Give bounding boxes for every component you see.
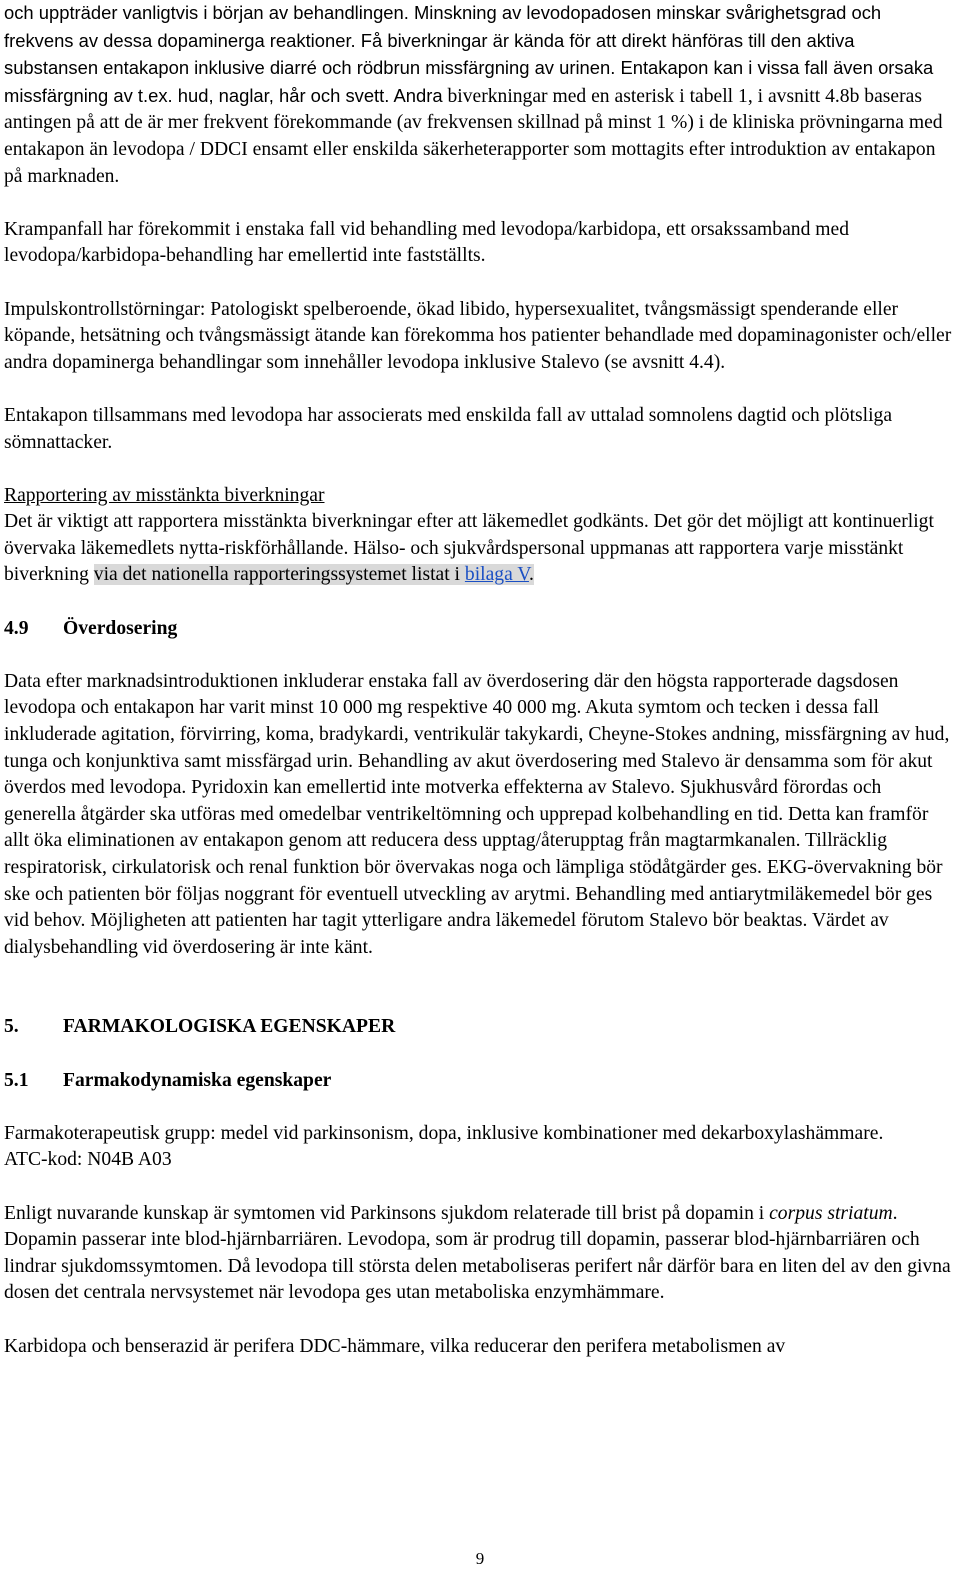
kramp-paragraph: Krampanfall har förekommit i enstaka fall vid behandling med levodopa/karbidopa, ett orsakssamband med levodopa/karbidopa-behandling har emellertid inte fastställts. <box>4 218 849 267</box>
document-page <box>4 0 952 1360</box>
reporting-text: Det är viktigt att rapportera misstänkta biverkningar efter att läkemedlet godkänts. Det gör det möjligt att kontinuerligt övervaka läkemedlets nytta-riskförhållande. Hälso- och sjukvårdspersonal uppmanas att rapportera varje misstänkt biverkning <box>4 511 934 586</box>
reporting-end: . <box>528 564 534 586</box>
atc-line: ATC-kod: N04B A03 <box>4 1149 172 1171</box>
group-line: Farmakoterapeutisk grupp: medel vid parkinsonism, dopa, inklusive kombinationer med dekarboxylashämmare. <box>4 1122 884 1144</box>
mechanism-text-after: . Dopamin passerar inte blod-hjärnbarriären. Levodopa, som är prodrug till dopamin, passerar blod-hjärnbarriären och lindrar sjukdomssymtomen. Då levodopa till största delen metaboliseras perifert når därför bara en liten del av den givna dosen det centrala nervsystemet när levodopa ges utan metaboliska enzymhämmare. <box>4 1202 951 1304</box>
section-5-heading <box>4 1014 952 1041</box>
section-4-9-number: 4.9 <box>4 617 29 639</box>
intro-sans-text: och uppträder vanligtvis i början av behandlingen. Minskning av levodopadosen minskar svårighetsgrad och frekvens av dessa dopaminerga reaktioner. Få biverkningar är kända för att direkt hänföras till den aktiva substansen entakapon inklusive diarré och rödbrun missfärgning av urinen. Entakapon kan i vissa fall även orsaka missfärgning av t.ex. hud, naglar, hår och svett. Andra <box>4 2 934 106</box>
pharmacotherapeutic-group <box>4 1121 952 1174</box>
bilaga-v-link[interactable]: bilaga V <box>464 564 529 586</box>
reporting-paragraph <box>4 509 952 589</box>
section-5-1-number: 5.1 <box>4 1069 29 1091</box>
somnolens-paragraph: Entakapon tillsammans med levodopa har associerats med enskilda fall av uttalad somnolens dagtid och plötsliga sömnattacker. <box>4 404 893 453</box>
section-4-9-heading <box>4 616 952 643</box>
mechanism-text-before: Enligt nuvarande kunskap är symtomen vid Parkinsons sjukdom relaterade till brist på dopamin i <box>4 1202 770 1224</box>
overdose-paragraph: Data efter marknadsintroduktionen inkluderar enstaka fall av överdosering där den högsta rapporterade dagsdosen levodopa och entakapon har varit minst 10 000 mg respektive 40 000 mg. Akuta symtom och tecken i dessa fall inkluderade agitation, förvirring, koma, bradykardi, ventrikulär takykardi, Cheyne-Stokes andning, missfärgning av hud, tunga och konjunktiva samt missfärgad urin. Behandling av akut överdosering med Stalevo är densamma som för akut överdos med levodopa. Pyridoxin kan emellertid inte motverka effekterna av Stalevo. Sjukhusvård förordas och generella åtgärder ska utföras med omedelbar ventrikeltömning och upprepad kolbehandling en tid. Detta kan framför allt öka eliminationen av entakapon genom att reducera dess upptag/återupptag från magtarmkanalen. Tillräcklig respiratorisk, cirkulatorisk och renal funktion bör övervakas noga och lämpliga stödåtgärder ges. EKG-övervakning bör ske och patienten bör följas noggrant för eventuell utveckling av arytmi. Behandling med antiarytmiläkemedel bör ges vid behov. Möjligheten att patienten har tagit ytterligare andra läkemedel förutom Stalevo bör beaktas. Värdet av dialysbehandling vid överdosering är inte känt. <box>4 670 950 958</box>
section-spacer <box>4 961 952 1014</box>
intro-paragraph <box>4 0 952 190</box>
section-5-number: 5. <box>4 1016 19 1038</box>
impuls-paragraph: Impulskontrollstörningar: Patologiskt spelberoende, ökad libido, hypersexualitet, tvångsmässigt spenderande eller köpande, hetsätning och tvångsmässigt ätande kan förekomma hos patienter behandlade med dopaminagonister och/eller andra dopaminerga behandlingar som innehåller levodopa inklusive Stalevo (se avsnitt 4.4). <box>4 298 952 373</box>
reporting-highlight <box>94 564 534 585</box>
section-4-9-title: Överdosering <box>63 617 178 639</box>
section-5-1-heading <box>4 1068 952 1095</box>
reporting-highlight-text: via det nationella rapporteringssystemet listat i <box>93 564 465 586</box>
ddc-paragraph: Karbidopa och benserazid är perifera DDC-hämmare, vilka reducerar den perifera metabolismen av <box>4 1335 786 1357</box>
page-number: 9 <box>475 1549 485 1568</box>
section-5-1-title: Farmakodynamiska egenskaper <box>63 1069 332 1091</box>
reporting-section <box>4 483 952 589</box>
intro-serif-text: biverkningar med en asterisk i tabell 1, i avsnitt 4.8b baseras antingen på att de är mer frekvent förekommande (av frekvensen skillnad på minst 1 %) i de kliniska prövningarna med entakapon än levodopa / DDCI ensamt eller enskilda säkerheterapporter som mottagits efter introduktion av entakapon på marknaden. <box>4 85 943 187</box>
section-5-title: FARMAKOLOGISKA EGENSKAPER <box>63 1016 396 1038</box>
corpus-striatum-term: corpus striatum <box>769 1202 893 1224</box>
mechanism-paragraph <box>4 1201 952 1307</box>
reporting-heading: Rapportering av misstänkta biverkningar <box>4 484 325 506</box>
